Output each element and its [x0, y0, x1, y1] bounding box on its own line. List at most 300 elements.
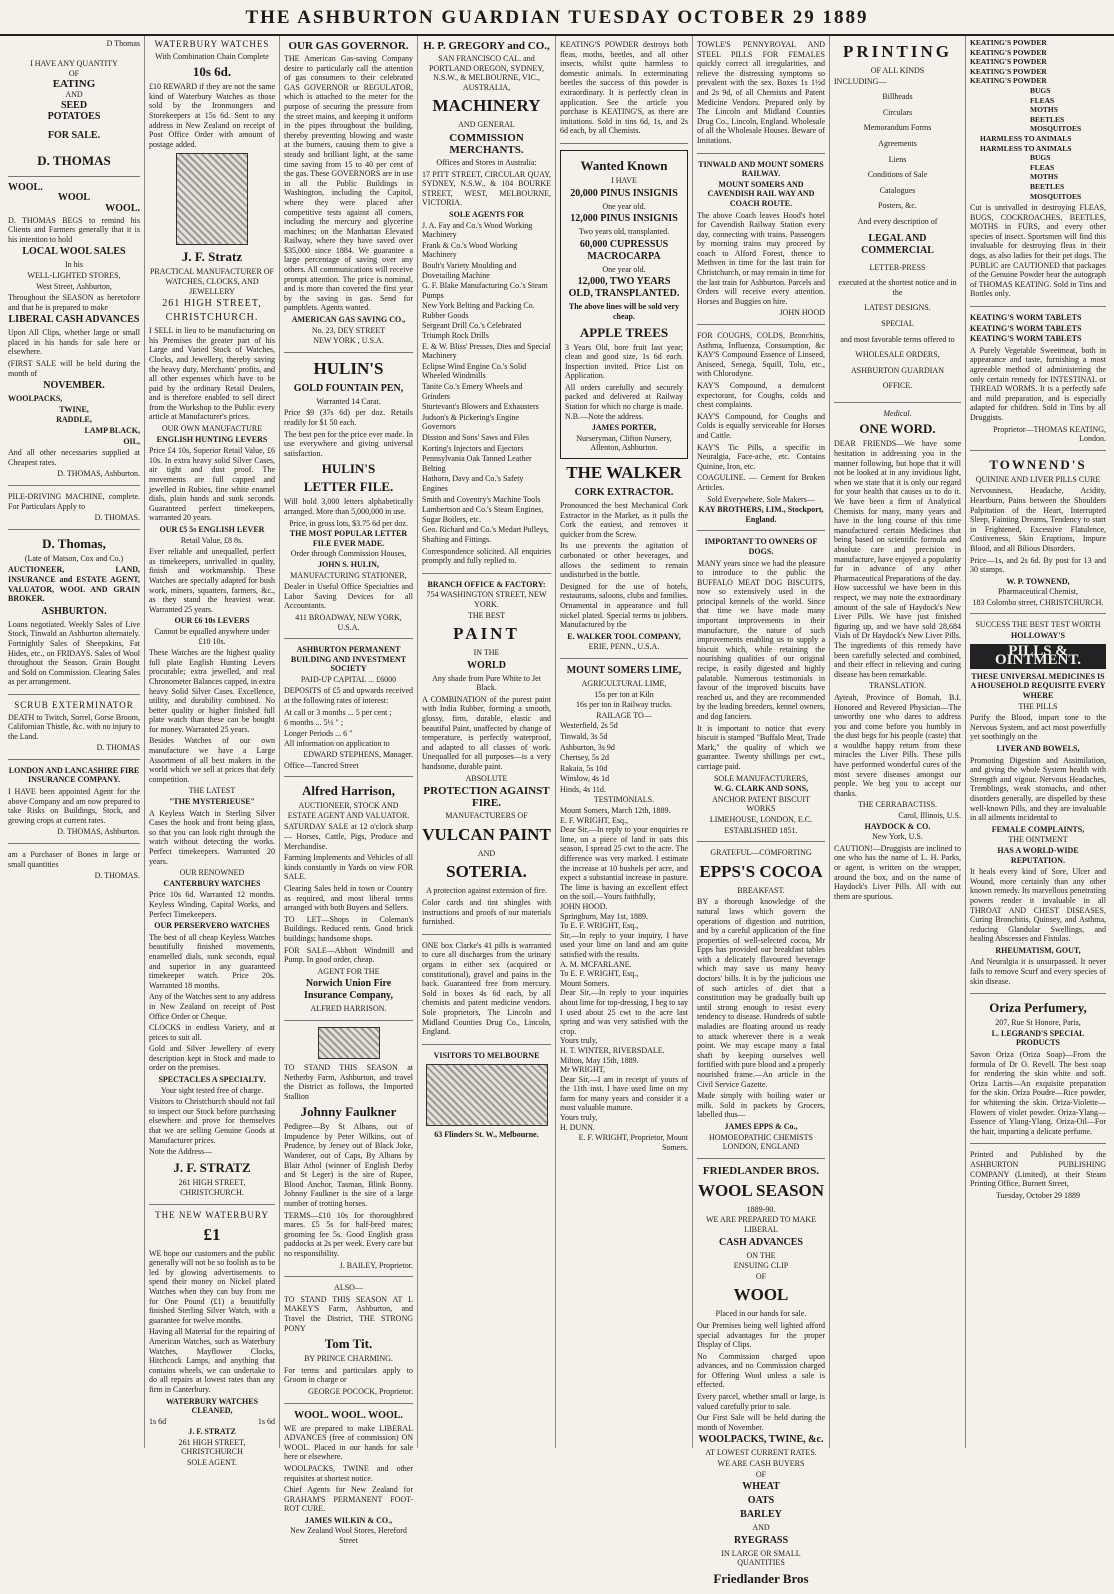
kills-8: FLEAS	[1030, 162, 1055, 172]
pony-ad	[284, 1283, 413, 1403]
pocock: GEORGE POCOCK, Proprietor.	[308, 1386, 413, 1396]
holloway-ad	[970, 620, 1106, 994]
printed: Printed and Published by the ASHBURTON PUBLISHING COMPANY (Limited), at their Steam Printing Office, Burnett Street,	[970, 1150, 1106, 1189]
kays-horses: KAY'S Compound, for Coughs and Colds is equally serviceable for Horses and Cattle.	[697, 411, 825, 440]
waterbury-heading: WATERBURY WATCHES	[154, 39, 270, 49]
kills-11: MOSQUITOES	[1030, 191, 1082, 201]
important: IMPORTANT TO OWNERS OF DOGS.	[704, 537, 818, 556]
haycock: HAYDOCK & CO.	[864, 821, 931, 831]
london-ad	[8, 766, 140, 844]
world: WORLD	[467, 659, 506, 671]
watches-sent: Any of the Watches sent to any address in New Zealand on receipt of Post Office Order or Cheque.	[149, 992, 275, 1021]
five-lever: OUR £5 5s ENGLISH LEVER	[159, 525, 265, 534]
to-stand: TO STAND THIS SEASON at Netherby Farm, Ashburton, and travel the District as follows, the Imported Stallion	[284, 1062, 413, 1101]
waterbury-price: 10s 6d.	[192, 64, 232, 80]
printing-heading: PRINTING	[842, 42, 952, 61]
also: ALSO—	[334, 1283, 363, 1293]
kills-7: BUGS	[1030, 153, 1051, 163]
breakfast: BREAKFAST.	[737, 885, 785, 895]
haycock-addr: New York, U.S.	[872, 832, 923, 842]
bones-ad	[8, 850, 140, 887]
kills-3: BEETLES	[1030, 114, 1065, 124]
important2: It is important to notice that every biscuit is stamped "Buffalo Meat, Trade Mark," the quality of which we guarantee. Twenty shillings per cwt., carriage paid.	[697, 723, 825, 771]
canterbury-heading: CANTERBURY WATCHES	[163, 878, 261, 888]
ashburton-heading: ASHBURTON.	[41, 605, 107, 617]
cheap: The above lines will be sold very cheap.	[568, 302, 680, 321]
perserverso-heading: OUR PERSERVERO WATCHES	[154, 921, 270, 931]
woolpacks-tail: And all other necessaries supplied at Cheapest rates.	[8, 448, 140, 467]
stratz-street: 261 HIGH STREET,	[162, 298, 262, 310]
visitors-body: Visitors to Christchurch should not fail to inspect our Stock before purchasing elsewhere and prove for themselves that we are selling Genuine Goods at Manufacturer prices.	[149, 1097, 275, 1145]
barley: BARLEY	[740, 1509, 782, 1521]
melbourne-illustration	[426, 1064, 548, 1126]
column-1	[4, 36, 145, 1448]
office: Office—Tancred Street	[284, 760, 359, 770]
the-best: THE BEST	[467, 610, 506, 620]
ever-body: Ever reliable and unequalled, perfect as timekeepers, unrivalled in quality, finish and workmanship. These Watches are specially adapted for bush work, miners, squatters, farmers, &c., as they stand the heaviest wear. Warranted 25 years.	[149, 547, 275, 614]
flinders: 63 Flinders St. W., Melbourne.	[434, 1130, 539, 1140]
combination-body: A COMBINATION of the purest paint with India Rubber, forming a smooth, glossy, firm, durable, elastic and beautiful Paint, unaffected by change of temperature, is perfectly waterproof, and adapted to all classes of work. Unequalled for all purposes—is a very handsome, durable paint.	[422, 694, 551, 772]
wool-body-0: In his	[65, 260, 83, 270]
oriza-body: Savon Oriza (Oriza Soap)—From the formula of Dr O. Revell. The best soap for rendering the skin white and soft. Oriza Lactis—An exquisite preparation for the skin. Oriza Poudre—Rice powder, for whitening the skin. Oriza-Violette—Flowers of violet powder. Oriza-Ylang—Essence of Ylang-Ylang. Oriza-Oil—For the hair, imparting a delicate perfume.	[970, 1050, 1106, 1136]
stratz3-street: 261 HIGH STREET, CHRISTCHURCH	[178, 1437, 246, 1457]
season-heading: WOOL SEASON	[697, 1180, 825, 1200]
also-body: TO STAND THIS SEASON AT L MAKEY'S Farm, Ashburton, and Travel the District, THE STRONG PONY	[284, 1294, 413, 1333]
liberal-heading: LIBERAL CASH ADVANCES	[8, 314, 140, 326]
mount-heading: MOUNT SOMERS LIME,	[566, 664, 682, 676]
wholesale: WHOLESALE ORDERS,	[855, 350, 940, 360]
every: Every parcel, whether small or large, is valued carefully prior to sale.	[697, 1392, 825, 1411]
oriza-addr: 207, Rue St Honore, Paris,	[995, 1018, 1081, 1028]
canterbury-body: Price 10s 6d. Warranted 12 months. Keyless Winding, Capital Works, and Perfect Timekeepers.	[149, 890, 275, 919]
paint-heading: PAINT	[453, 624, 520, 644]
new-body: WE hope our customers and the public generally will not be so foolish as to be led by glowing advertisements to spend their money on Nickel plated Watches when they can buy from me for One Pound (£1) a beautifully finished Sterling Silver Watch, with a guarantee for twelve months.	[149, 1248, 275, 1325]
per-ton: 15s per ton at Kiln	[594, 689, 654, 699]
porter: JAMES PORTER,	[591, 423, 657, 433]
potatoes-ad	[8, 39, 140, 177]
rail-2: Ashburton, 3s 9d	[560, 742, 615, 752]
johnny-body: Pedigree—By St Albans, out of Impudence by Peter Wilkins, out of Prudence, by Jersey out of Black Joke, Wanderer, out of Caps, By Albans by Blair Athol (winner of English Derby and St Leger) is the sire of Rupee, Blood Anchor, Tasman, Blink Bonny. Johnny Faulkner is the sire of a large number of trotting horses.	[284, 1122, 413, 1209]
agri: AGRICULTURAL LIME,	[581, 678, 667, 688]
wool-advance-ad	[284, 1410, 413, 1552]
stratz2-heading: J. F. STRATZ	[173, 1159, 251, 1175]
sole-agent: SOLE AGENT.	[186, 1458, 238, 1468]
kays-comp: KAY'S Compound, a demulcent expectorant, for Coughs, colds and chest complaints.	[697, 381, 825, 410]
agent-3: G. F. Blake Manufacturing Co.'s Steam Pumps	[422, 281, 548, 300]
scrub-ad	[8, 701, 140, 760]
woolpacks-3: LAMP BLACK,	[84, 426, 140, 436]
quantity-line-5: POTATOES	[47, 110, 101, 122]
kills-9: MOTHS	[1030, 172, 1058, 182]
lowest: AT LOWEST CURRENT RATES.	[705, 1448, 817, 1458]
gregory-address: 17 PITT STREET, CIRCULAR QUAY, SYDNEY, N.S.W., & 104 BOURKE STREET, WEST, MELBOURNE, VICTORIA.	[422, 169, 551, 208]
friedlander-ad	[697, 1165, 825, 1594]
universal: THESE UNIVERSAL MEDICINES IS A HOUSEHOLD REQUISITE EVERY WHERE	[970, 671, 1106, 701]
agent-6: E. & W. Bliss' Presses, Dies and Special Machinery	[422, 341, 551, 361]
machinery-heading: MACHINERY	[432, 96, 541, 116]
new-waterbury-ad	[149, 1211, 275, 1474]
wool3-heading: WOOL. WOOL. WOOL.	[294, 1409, 403, 1421]
wool-body-3: Throughout the SEASON as heretofore and that he is prepared to make	[8, 293, 140, 312]
woolpacks-0: WOOLPACKS,	[8, 394, 63, 404]
hood: JOHN HOOD	[779, 308, 825, 318]
thomas-heading: D. THOMAS	[37, 152, 111, 168]
agent-for: AGENT FOR THE	[317, 966, 380, 976]
info: All information on application to	[284, 739, 390, 749]
to-let: TO LET—Shops in Coleman's Buildings. Reduced rents. Good brick buildings; handsome shops.	[284, 914, 413, 943]
first-sale: (FIRST SALE will be held during the month of	[8, 359, 140, 378]
kills-6: HARMLESS TO ANIMALS	[980, 143, 1072, 153]
towns-heading: TOWNEND'S	[989, 456, 1087, 472]
letter-body: Will hold 3,000 letters alphabetically arranged. More than 5,000,000 in use.	[284, 497, 413, 516]
purchaser-body: am a Purchaser of Bones in large or small quantities	[8, 850, 140, 869]
walker-body: Pronounced the best Mechanical Cork Extractor in the Market, as it pulls the Cork the easiest, and removes it quicker from the Screw.	[560, 501, 688, 539]
stratz2-city: CHRISTCHURCH.	[180, 1188, 244, 1198]
sold-everywhere: Sold Everywhere. Sole Makers—	[707, 494, 815, 504]
pinus: 20,000 PINUS INSIGNIS	[570, 187, 678, 199]
keyless-body: A Keyless Watch in Sterling Silver Cases the hook and front being glass, so that you can look right through the watch without detecting the works. Perfect timekeepers. Warranted 20 years.	[149, 808, 275, 866]
keatings-line-2: KEATING'S POWDER	[970, 57, 1047, 67]
wool-line-1: WOOL	[57, 192, 91, 204]
waterbury-ad	[149, 40, 275, 1205]
worm-line-0: KEATING'S WORM TABLETS	[970, 313, 1082, 323]
gas-title: OUR GAS GOVERNOR.	[288, 40, 409, 52]
item-1: Circulars	[882, 107, 913, 117]
towns-sig: W. P. TOWNEND,	[1006, 576, 1070, 586]
executed: executed at the shortest notice and in the	[838, 278, 957, 297]
kay-ad	[697, 331, 825, 531]
caution: CAUTION!—Druggists are inclined to one who has the name of L. H. Parks, or agent, is written on the wrapper, around the box, and on the name of Haydock's Liver Pills. All with out them are spurious.	[834, 843, 961, 901]
kay-bros: KAY BROTHERS, LIM., Stockport, England.	[698, 505, 824, 524]
item-0: Billheads	[882, 92, 913, 102]
repair-body: Having all Material for the repairing of American Watches, such as Waterbury Watches, Mayflower Clocks, Hitchcock Lamps, and anything that contains wheels, we can undertake to do all repairs at lowest rates than any firm in Canterbury.	[149, 1327, 275, 1394]
epps-ad	[697, 848, 825, 1159]
visitors-melb: VISITORS TO MELBOURNE	[433, 1050, 540, 1060]
walker-heading: THE WALKER	[566, 463, 682, 483]
specialty: SPECTACLES A SPECIALTY.	[158, 1075, 266, 1085]
legal: LEGAL AND COMMERCIAL	[861, 232, 934, 256]
column-8	[966, 36, 1110, 1448]
cupressus: 60,000 CUPRESSUS MACROCARPA	[579, 238, 669, 262]
townend-ad	[970, 457, 1106, 615]
keatings-powder-body: Cut is unrivalled in destroying FLEAS, BUGS, COCKROACHES, BEETLES, MOTHS in FURS, and every other species of insect. Sportsmen will find this invaluable for destroying fleas in their dogs, as also ladies for their pet dogs. The PUBLIC are CAUTIONED that packages of the Genuine Powder bear the autograph of THOMAS KEATING. Sold in Tins and Bottles only.	[970, 203, 1106, 299]
of2: OF	[755, 1469, 767, 1479]
keatings-line-4: KEATING'S POWDER	[970, 76, 1047, 86]
two-years: Two years old, transplanted.	[578, 227, 670, 237]
haydock-ad	[834, 409, 961, 909]
perserverso-body: The best of all cheap Keyless Watches beautifully finished movements, enamelled dials, sunk seconds, equal and superior in any guaranteed timekeeper watch. Price 20s. Warranted 18 months.	[149, 932, 275, 990]
pile-ad	[8, 492, 140, 530]
item-6: Catalogues	[879, 185, 916, 195]
nursery: Nurseryman, Clifton Nursery, Allenton, Ashburton.	[576, 433, 672, 453]
warranted: Warranted 14 Carat.	[316, 396, 381, 406]
scrub-signature: D. THOMAS	[96, 743, 140, 753]
agent-12: Korting's Injectors and Ejectors	[422, 443, 524, 453]
note-address: Note the Address—	[149, 1147, 213, 1157]
agent-14: Hathorn, Davy and Co.'s Safety Engines	[422, 474, 524, 493]
oriza-heading: Oriza Perfumery,	[989, 1000, 1087, 1016]
erie: ERIE, PENN., U.S.A.	[588, 642, 660, 652]
scrub-heading: SCRUB EXTERMINATOR	[14, 699, 134, 710]
stratz-sub: PRACTICAL MANUFACTURER OF WATCHES, CLOCKS, AND JEWELLERY	[149, 267, 274, 296]
wool-signature: D. THOMAS, Ashburton.	[57, 469, 140, 479]
broadway: 411 BROADWAY, NEW YORK, U.S.A.	[295, 612, 402, 632]
rate-1: 6 months ... 5½ " ;	[284, 718, 344, 728]
prevents: Its use prevents the agitation of carbonated or other beverages, and allows the sediment to remain undisturbed in the bottle.	[560, 541, 688, 580]
kills-0: BUGS	[1030, 85, 1051, 95]
buyers: WE ARE CASH BUYERS	[717, 1459, 805, 1469]
ten-lever: OUR £6 10s LEVERS	[174, 616, 250, 626]
masthead-title: THE ASHBURTON GUARDIAN TUESDAY OCTOBER 29 1889	[245, 7, 869, 28]
cleaned-price-0: 1s 6d	[149, 1416, 167, 1426]
harrison-ad	[284, 783, 413, 1021]
quantity-line-1: OF	[68, 69, 80, 79]
limehouse: LIMEHOUSE, LONDON, E.C.	[709, 814, 813, 824]
item-2: Memorandum Forms	[863, 123, 932, 133]
purchaser-signature: D. THOMAS.	[94, 871, 140, 881]
liver: LIVER AND BOWELS,	[996, 744, 1080, 753]
quantity-line-6: FOR SALE.	[47, 130, 101, 142]
wool3-body: WE are prepared to make LIBERAL ADVANCES (free of commission) ON WOOL. Placed in our hands for sale here or elsewhere.	[284, 1423, 413, 1462]
rate-2: Longer Periods ... 6 "	[284, 728, 353, 738]
ewalker: E. WALKER TOOL COMPANY,	[567, 631, 681, 641]
apple-body: 3 Years Old, bore fruit last year; clean and good size, 1s 6d each. Inspection invited. Price List on Application.	[565, 342, 683, 381]
alfred-heading: Alfred Harrison,	[302, 783, 395, 799]
agent-7: Eclipse Wind Engine Co.'s Solid Wheeled Windmills	[422, 361, 527, 381]
john-hulin: JOHN S. HULIN,	[318, 559, 379, 569]
sight: Your sight tested free of charge.	[160, 1085, 264, 1095]
towns-sub2: Pharmaceutical Chemist,	[998, 587, 1078, 597]
grateful: GRATEFUL—COMFORTING	[710, 848, 812, 858]
homoeo: HOMOEOPATHIC CHEMISTS LONDON, ENGLAND	[709, 1132, 813, 1152]
worm-ad	[970, 313, 1106, 451]
stratz-city: CHRISTCHURCH.	[165, 312, 259, 324]
item-3: Agreements	[878, 138, 917, 148]
quantity-line-3: AND	[65, 90, 83, 100]
female: FEMALE COMPLAINTS,	[991, 824, 1085, 834]
clark: W. G. CLARK AND SONS,	[713, 784, 809, 794]
column-2	[145, 36, 280, 1468]
oats: OATS	[747, 1495, 775, 1507]
friedlander2: Friedlander Bros	[713, 1571, 809, 1586]
thomas-signature: D Thomas	[106, 39, 140, 48]
wool-body-2: West Street, Ashburton,	[36, 281, 112, 291]
towns-addr: 183 Colombo street, CHRISTCHURCH.	[972, 597, 1104, 607]
branch-addr: 754 WASHINGTON STREET, NEW YORK.	[426, 590, 547, 609]
gregory-heading: H. P. GREGORY and CO.,	[423, 40, 550, 52]
hulins-heading: HULIN'S	[313, 358, 384, 378]
five-sub: Retail Value, £8 8s.	[180, 535, 244, 545]
newspaper-columns	[4, 36, 1110, 1586]
wool-line-0: WOOL.	[8, 181, 43, 193]
quantity-line-2: EATING	[52, 77, 96, 90]
guardian: ASHBURTON GUARDIAN	[851, 365, 944, 375]
soteria-heading: SOTERIA.	[446, 862, 527, 882]
agent-4: New York Belting and Packing Co. Rubber Goods	[422, 301, 535, 320]
premises: Our Premises being well lighted afford special advantages for the proper Display of Clips.	[697, 1320, 825, 1350]
towle-body: TOWLE'S PENNYROYAL AND STEEL PILLS FOR FEMALES quickly correct all irregularities, and relieve the distressing symptoms so prevalent with the sex. Boxes 1s 1½d and 2s 9d, of all Chemists and Patent Medicine Vendors. Prepared only by The Lincoln and Midland Counties Drug Co., Lincoln, England. Wholesale of all the Wholesale Houses. Beware of Imitations.	[697, 40, 825, 145]
packs-heading: WOOLPACKS, TWINE, &c.	[698, 1434, 824, 1446]
on-the: ON THE	[746, 1250, 776, 1260]
stratz-heading: J. F. Stratz	[181, 249, 243, 265]
vulcan-heading: VULCAN PAINT	[422, 824, 551, 844]
keatings-powder-ad	[970, 39, 1106, 307]
towns-sub: QUININE AND LIVER PILLS CURE	[975, 474, 1101, 484]
color-cards: Color cards and tint shingles with instructions and proofs of our materials furnished.	[422, 898, 551, 927]
made-simply: Made simply with boiling water or milk. Sold in packets by Grocers, labelled thus—	[697, 1091, 825, 1120]
farming: Farming Implements and Vehicles of all kinds constantly in Yards on view FOR SALE.	[284, 853, 413, 882]
rail-3: Chertsey, 5s 2d	[560, 753, 610, 763]
wanted-heading: Wanted Known	[580, 157, 668, 173]
lime-ad	[560, 665, 688, 1159]
renowned: OUR RENOWNED	[179, 868, 245, 878]
office-line: OFFICE.	[882, 381, 913, 391]
quantity-line-0: I HAVE ANY QUANTITY	[30, 58, 118, 68]
ointment-body: It heals every kind of Sore, Ulcer and Wound, more certainly than any other known remedy. Its marvellous penetrating powers render it invaluable in all THROAT AND CHEST DISEASES, Curing Bronchitis, Quinsey, and Asthma, reducing Glandular Swellings, and healing Abscesses and Fistulas.	[970, 867, 1106, 944]
reward-body: £10 REWARD if they are not the same kind of Waterbury Watches as those sold by the Ironmongers and Storekeepers at 15s 6d. Sent to any address in New Zealand on receipt of Post Office Order with amount of postage added.	[149, 82, 275, 149]
scrub-body: DEATH to Twitch, Sorrel, Gorse Broom, Californian Thistle, &c. with no injury to the Land.	[8, 712, 140, 741]
liberal-body: Upon All Clips, whether large or small placed in his hands for sale here or elsewhere.	[8, 328, 140, 357]
keatings-body: KEATING'S POWDER destroys both fleas, moths, beetles, and all other insects, whilst quite harmless to domestic animals. In exterminating beetles the success of this powder is extraordinary. It is perfectly clean in application. See the article you purchase is KEATING'S, as there are imitations. Sold in tins 6d, 1s, and 2s 6d each, by all Chemists.	[560, 40, 688, 136]
clarke-ad	[422, 941, 551, 1045]
pinus2: 12,000 PINUS INSIGNIS	[570, 213, 678, 225]
agent-2: Boult's Variety Moulding and Dovetailing Machine	[422, 260, 517, 280]
letter-file: LETTER FILE.	[303, 479, 394, 495]
ensuing: ENSUING CLIP	[733, 1261, 789, 1271]
per-ton2: 16s per ton in Railway trucks.	[576, 700, 672, 710]
estab: ESTABLISHED 1851.	[724, 825, 798, 835]
item-5: Conditions of Sale	[867, 170, 928, 180]
dey-street: No. 23, DEY STREET	[311, 325, 386, 335]
packs: WOOLPACKS, TWINE and other requisites at shortest notice.	[284, 1463, 413, 1483]
tom-heading: Tom Tit.	[324, 1336, 373, 1352]
kills-1: FLEAS	[1030, 95, 1055, 105]
stallion-ad	[284, 1027, 413, 1277]
building-society-ad	[284, 645, 413, 777]
combination: With Combination Chain Complete	[155, 51, 269, 61]
commission-heading: COMMISSION MERCHANTS.	[449, 131, 524, 156]
wheat: WHEAT	[742, 1481, 780, 1493]
wool-stores: New Zealand Wool Stores, Hereford Street	[290, 1526, 407, 1546]
tom-body: For terms and particulars apply to Groom in charge or	[284, 1365, 413, 1385]
prepared: WE ARE PREPARED TO MAKE LIBERAL	[705, 1215, 817, 1234]
orders-body: All orders carefully and securely packed and delivered at Railway Station for which no charge is made. N.B.—Note the address.	[565, 382, 683, 421]
walker-ad	[560, 463, 688, 659]
loans-body: Loans negotiated. Weekly Sales of Live Stock, Tinwald an Ashburton alternately. Fortnightly Sales of Sheepskins, Fat Hides, etc., on FRIDAYS. Sales of Wool throughout the Season. Grain Bought and Sold on Commission. Clearing Sales as per arrangement.	[8, 619, 140, 687]
stratz2-street: 261 HIGH STREET,	[178, 1177, 246, 1187]
best-pen: The best pen for the price ever made. In use everywhere and giving universal satisfaction.	[284, 429, 413, 458]
kills-10: BEETLES	[1030, 181, 1065, 191]
towns-body: Nervousness, Headache, Acidity, Heartburn, Pains between the Shoulders Palpitation of the Heart, Interrupted Sleep, Fainting Dreams, Tendency to start in Frightened, Excessive Flatulence, Costiveness, Skin Eruptions, Impure Blood, and all Bilious Disorders.	[970, 486, 1106, 553]
shade: Any shade from Pure White to Jet Black.	[432, 673, 541, 693]
dogs-body: MANY years since we had the pleasure to introduce to the public the BUFFALO MEAT DOG BISCUITS, now so extensively used in the principal kennels of the world. Since that time we have made many important improvements in their manufacture, the nature of such improvements enabling us to supply a biscuit which, while retaining the nourishing qualities of our original recipe, is easily digested and highly palatable. Numerous testimonials in favour of the improved biscuits have reached us, and they are recommended by the leading breeders, kennel owners, and dog fanciers.	[697, 558, 825, 721]
first: Our First Sale will be held during the month of November.	[697, 1413, 825, 1432]
deposits: DEPOSITS of £5 and upwards received at the following rates of interest:	[284, 686, 413, 706]
keatings-ad	[560, 40, 688, 144]
friedlander-heading: FRIEDLANDER BROS.	[702, 1164, 820, 1177]
kills-5: HARMLESS TO ANIMALS	[980, 133, 1072, 143]
new-waterbury-heading: THE NEW WATERBURY	[155, 1210, 269, 1220]
london-signature: D. THOMAS, Ashburton.	[57, 827, 140, 837]
correspondence: Correspondence solicited. All enquiries promptly and fully replied to.	[422, 546, 551, 566]
testimonial-text: Mount Somers, March 12th, 1889. E. F. WRIGHT, Esq., Dear Sir,—In reply to your enquiries re lime, on a piece of land in oats this season, I spread 25 cwt to the acre. The difference was very marked. I estimate the increase at 10 bushels per acre, and expect a substantial increase in pasture. The lime is having an excellent effect on the soil.—Yours faithfully, JOHN HOOD. Springburn, May 1st, 1889. To E. F. WRIGHT, Esq., Sir,—In reply to your inquiry, I have used your lime on land and am quite satisfied with the results. A. M. MCFARLANE. To E. F. WRIGHT, Esq., Mount Somers. Dear Sir,—In reply to your inquiries about lime for top-dressing, I beg to say I used about 25 cwt to the acre last spring and was very satisfied with the crop. Yours truly, H. T. WINTER, RIVERSDALE. Milton, May 15th, 1889. Mr WRIGHT, Dear Sir,—I am in receipt of yours of the 11th inst. I have used lime on my farm for many years and consider it a most valuable manure. Yours truly, H. DUNN.	[560, 806, 688, 1132]
own-mfr: OUR OWN MANUFACTURE	[161, 424, 263, 434]
all-kinds: OF ALL KINDS	[870, 66, 925, 75]
thomas2-sub: (Late of Matson, Cox and Co.)	[24, 553, 124, 563]
item-4: Liens	[888, 154, 907, 164]
cash-adv: CASH ADVANCES	[718, 1236, 803, 1248]
agent-16: Lambertson and Co.'s Steam Engines, Sugar Boilers, etc.	[422, 505, 544, 524]
auctioneer-body: AUCTIONEER, LAND, INSURANCE and ESTATE AGENT, VALUATOR, WOOL AND GRAIN BROKER.	[8, 565, 140, 604]
wool-body-1: WELL-LIGHTED STORES,	[27, 270, 121, 280]
placed: Placed in our hands for sale.	[715, 1309, 807, 1319]
cerrabactiss: THE CERRABACTISS.	[857, 800, 938, 810]
branch: BRANCH OFFICE & FACTORY:	[427, 579, 546, 589]
coach-body: The above Coach leaves Hood's hotel for Cavendish Railway Station every day, connecting with trains. Passengers by morning trains may proceed by coach to Alford Forest, thence to Methven in time for the last train for Christchurch, or may remain in time for the last train for Ashburton. Parcels and Orders will receive every attention. Horses and Buggies on hire.	[697, 210, 825, 306]
stratz3-heading: J. F. STRATZ	[188, 1427, 236, 1437]
offices: Offices and Stores in Australia:	[436, 157, 537, 167]
column-3	[280, 36, 418, 1546]
agent-1: Frank & Co.'s Wood Working Machinery	[422, 240, 518, 260]
highest-body: These Watches are the highest quality full plate English Hunting Levers procurable; extra jewelled, and real Chronometer Balances capped, in extra heavy Solid Silver Cases. Excellence, utility, and durability combined. No better quality or higher finished full plate watch than these can be bought for money. Warranted 25 years.	[149, 648, 275, 734]
gas-body: THE American Gas-saving Company desire to particularly call the attention of gas consumers to their celebrated GAS GOVERNOR or REGULATOR, which is attached to the meter for the purpose of securing the pressure from the street mains, and keeping it uniform in the pipes throughout the building, thereby preventing blowing and waste at the burners, causing them to give a steady and brilliant light, at the same time saving from 15 to 40 per cent of the gas. These GOVERNORS are in use in all the Public Buildings in Washington, including the Capitol, where they were placed after competitive tests against all comers, including the mercury and glycerine machines; on the Manhattan Elevated Railway, where they have saved over $35,000 since 1884. We guarantee a large percentage of saving over any others. All communications will receive prompt attention. The price is nominal, and is more than covered the first year by the saving in gas. Send for pamphlets. Agents wanted.	[284, 54, 413, 313]
worm-line-2: KEATING'S WORM TABLETS	[970, 334, 1082, 344]
keatings-line-3: KEATING'S POWDER	[970, 66, 1047, 76]
one-word-body: DEAR FRIENDS—We have some hesitation in addressing you in the manner following, but hope that it will not be looked at in any invidious light, when we state that it is only our regard for your health that causes us to do it. We have been a firm of Analytical Chemists for many, many years and have in the long course of this time manufactured certain Medicines that being based on scientific formula and absolute care and precision in manufacture, have enjoyed a popularity far in advance of any other Pharmaceutical Preparations of the day. How successful we have been in this respect, we may note the extraordinary amount of the sale of Haydock's New Liver Pills. We have just finished figuring up, and we have sold 28,684 Vials of Dr Haydock's New Liver Pills. The ingredients of this remedy have been carefully selected and combined, and their effect in relieving and curing disease has been remarkable.	[834, 439, 961, 679]
epps-co: JAMES EPPS & Co.,	[724, 1121, 798, 1131]
oriza-ad	[970, 1000, 1106, 1144]
rate-0: At call or 3 months ... 5 per cent ;	[284, 707, 392, 717]
horse-illustration	[318, 1027, 380, 1059]
new-york: NEW YORK , U.S.A.	[313, 336, 384, 346]
alfred-sub: AUCTIONEER, STOCK AND ESTATE AGENT AND VALUATOR.	[287, 801, 410, 820]
paint-ad	[422, 580, 551, 935]
rail-1: Tinwald, 3s 5d	[560, 731, 608, 741]
auctioneer-ad	[8, 536, 140, 695]
legrand: L. LEGRAND'S SPECIAL PRODUCTS	[991, 1028, 1085, 1048]
worm-sig: Proprietor—THOMAS KEATING, London.	[993, 424, 1106, 444]
building-heading: ASHBURTON PERMANENT BUILDING AND INVESTMENT SOCIETY	[290, 645, 407, 674]
imprint	[970, 1150, 1106, 1206]
thomas2-heading: D. Thomas,	[42, 535, 106, 551]
reputation: HAS A WORLD-WIDE REPUTATION.	[997, 845, 1079, 865]
towns-price: Price—1s, and 2s 6d. By post for 13 and 30 stamps.	[970, 555, 1106, 575]
for-sale: FOR SALE—Abbott Windmill and Pump. In good order, cheap.	[284, 945, 413, 965]
gregory-cities: SAN FRANCISCO CAL. and PORTLAND OREGON, SYDNEY, N.S.W., & MELBOURNE, VIC., AUSTRALIA,	[429, 54, 544, 92]
coaguline: COAGULINE. — Cement for Broken Articles.	[697, 473, 825, 492]
bailey: J. BAILEY, Proprietor.	[339, 1260, 413, 1270]
melbourne-ad	[422, 1051, 551, 1146]
price-line: Price $9 (37s 6d) per doz. Retails readily for $1 50 each.	[284, 408, 413, 427]
keatings-line-0: KEATING'S POWDER	[970, 38, 1047, 47]
american-gas: AMERICAN GAS SAVING CO.,	[291, 315, 406, 325]
railage: RAILAGE TO—	[596, 710, 652, 720]
agent-0: J. A. Fay and Co.'s Wood Working Machinery	[422, 220, 533, 240]
wilkin: JAMES WILKIN & CO.,	[304, 1515, 393, 1525]
agent-5: Sergeant Drill Co.'s Celebrated Triumph Rock Drills	[422, 321, 522, 341]
worm-line-1: KEATING'S WORM TABLETS	[970, 323, 1082, 333]
clocks-body: CLOCKS in endless Variety, and at prices to suit all.	[149, 1023, 275, 1042]
cleaned-heading: WATERBURY WATCHES CLEANED,	[165, 1396, 259, 1416]
agent-17: Geo. Richard and Co.'s Medart Pulleys, Shafting and Fittings.	[422, 525, 549, 544]
london-heading: LONDON AND LANCASHIRE FIRE INSURANCE COMPANY.	[8, 765, 140, 785]
sole-mfr: SOLE MANUFACTURERS,	[713, 773, 809, 783]
item-7: Posters, &c.	[878, 201, 917, 211]
agent-9: Sturtevant's Blowers and Exhausters	[422, 402, 539, 412]
latest: THE LATEST	[188, 786, 236, 796]
epps-body: BY a thorough knowledge of the natural laws which govern the operations of digestion and nutrition, and by a careful application of the fine properties of well-selected cocoa, Mr Epps has provided our breakfast tables with a delicately flavoured beverage which may save us many heavy doctors' bills. It is by the judicious use of such articles of diet that a constitution may be gradually built up until strong enough to resist every tendency to disease. Hundreds of subtle maladies are floating around us ready to attack wherever there is a weak point. We may escape many a fatal shaft by keeping ourselves well fortified with pure blood and a properly nourished frame.—An article in the Civil Service Gazette.	[697, 897, 825, 1089]
wool-ad	[8, 183, 140, 486]
